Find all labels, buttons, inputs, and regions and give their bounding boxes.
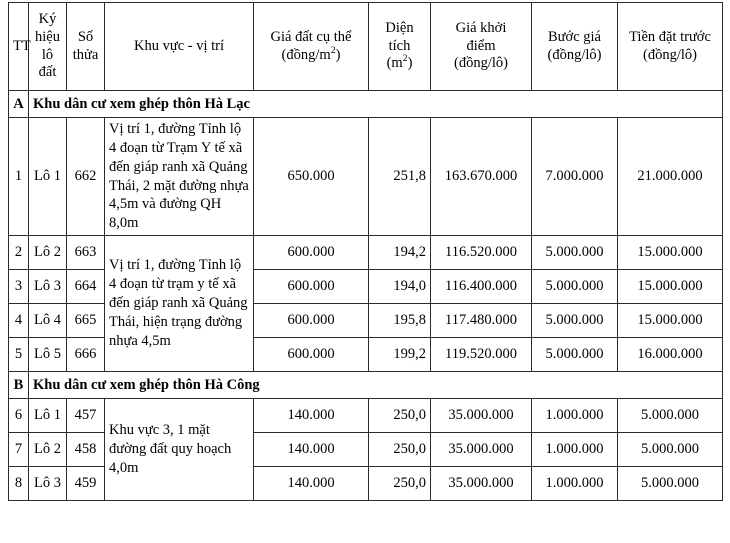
table-header-row	[9, 3, 723, 91]
cell-gia-khoi-diem: 35.000.000	[431, 433, 532, 467]
cell-gia-dat-cu-the: 650.000	[254, 118, 369, 236]
cell-tt: 3	[9, 270, 29, 304]
cell-tien-dat-truoc: 5.000.000	[618, 433, 723, 467]
cell-khu-vuc-vi-tri: Khu vực 3, 1 mặt đường đất quy hoạch 4,0m	[105, 399, 254, 501]
cell-tien-dat-truoc: 15.000.000	[618, 270, 723, 304]
cell-dien-tich: 250,0	[369, 433, 431, 467]
cell-so-thua: 663	[67, 236, 105, 270]
cell-ky-hieu-lo-dat: Lô 1	[29, 399, 67, 433]
land-auction-table	[8, 2, 723, 501]
cell-tt: 7	[9, 433, 29, 467]
gia-dat-unit-pre: (đồng/m	[281, 46, 331, 63]
cell-so-thua: 459	[67, 467, 105, 501]
cell-gia-dat-cu-the: 600.000	[254, 270, 369, 304]
column-header-buoc-gia-label: Bước giá	[548, 28, 601, 45]
cell-ky-hieu-lo-dat: Lô 4	[29, 304, 67, 338]
column-header-dien-tich	[369, 3, 431, 91]
column-header-khu-vuc-label: Khu vực - vị trí	[133, 37, 224, 54]
column-header-dien-tich-unit	[373, 55, 426, 73]
cell-gia-dat-cu-the: 140.000	[254, 467, 369, 501]
gia-dat-unit-post: )	[335, 46, 341, 63]
column-header-tt-label: TT	[13, 37, 31, 54]
cell-dien-tich: 194,0	[369, 270, 431, 304]
cell-ky-hieu-lo-dat: Lô 2	[29, 433, 67, 467]
cell-gia-dat-cu-the: 600.000	[254, 338, 369, 372]
table-header	[9, 3, 723, 91]
cell-tt: 8	[9, 467, 29, 501]
column-header-ky-hieu-line3: lô	[41, 46, 54, 63]
cell-gia-khoi-diem: 35.000.000	[431, 399, 532, 433]
cell-so-thua: 665	[67, 304, 105, 338]
cell-ky-hieu-lo-dat: Lô 3	[29, 270, 67, 304]
cell-gia-khoi-diem: 116.520.000	[431, 236, 532, 270]
dien-tich-unit-pre: (m	[386, 55, 403, 72]
cell-tien-dat-truoc: 15.000.000	[618, 236, 723, 270]
cell-dien-tich: 250,0	[369, 467, 431, 501]
column-header-tien-dat-truoc	[618, 3, 723, 91]
cell-so-thua: 457	[67, 399, 105, 433]
column-header-ky-hieu-lo-dat	[29, 3, 67, 91]
cell-dien-tich: 195,8	[369, 304, 431, 338]
cell-tien-dat-truoc: 16.000.000	[618, 338, 723, 372]
cell-so-thua: 664	[67, 270, 105, 304]
cell-so-thua: 458	[67, 433, 105, 467]
column-header-buoc-gia	[532, 3, 618, 91]
section-title: Khu dân cư xem ghép thôn Hà Lạc	[29, 91, 723, 118]
cell-so-thua: 662	[67, 118, 105, 236]
column-header-tien-dat-truoc-unit: (đồng/lô)	[643, 46, 697, 63]
cell-buoc-gia: 1.000.000	[532, 399, 618, 433]
column-header-gia-khoi-diem-unit: (đồng/lô)	[454, 55, 508, 72]
cell-tt: 1	[9, 118, 29, 236]
section-title: Khu dân cư xem ghép thôn Hà Công	[29, 372, 723, 399]
column-header-gia-khoi-diem	[431, 3, 532, 91]
document-page	[0, 2, 730, 543]
cell-buoc-gia: 5.000.000	[532, 304, 618, 338]
cell-gia-khoi-diem: 117.480.000	[431, 304, 532, 338]
cell-so-thua: 666	[67, 338, 105, 372]
section-header-row	[9, 91, 723, 118]
column-header-ky-hieu-line2: hiệu	[35, 28, 60, 45]
table-row	[9, 118, 723, 236]
column-header-khu-vuc-vi-tri	[105, 3, 254, 91]
cell-khu-vuc-vi-tri: Vị trí 1, đường Tỉnh lộ 4 đoạn từ Trạm Y tế xã đến giáp ranh xã Quảng Thái, 2 mặt đường nhựa 4,5m và đường QH 8,0m	[105, 118, 254, 236]
column-header-gia-dat-unit	[258, 44, 364, 65]
column-header-gia-khoi-diem-line1: Giá khởi	[455, 19, 507, 36]
cell-buoc-gia: 1.000.000	[532, 467, 618, 501]
cell-buoc-gia: 1.000.000	[532, 433, 618, 467]
cell-ky-hieu-lo-dat: Lô 3	[29, 467, 67, 501]
cell-gia-dat-cu-the: 600.000	[254, 304, 369, 338]
gia-dat-unit-sup: 2	[330, 44, 336, 56]
cell-dien-tich: 194,2	[369, 236, 431, 270]
column-header-gia-dat-cu-the	[254, 3, 369, 91]
column-header-gia-dat-label: Giá đất cụ thể	[270, 28, 352, 45]
cell-gia-khoi-diem: 119.520.000	[431, 338, 532, 372]
cell-ky-hieu-lo-dat: Lô 5	[29, 338, 67, 372]
cell-ky-hieu-lo-dat: Lô 1	[29, 118, 67, 236]
cell-gia-khoi-diem: 116.400.000	[431, 270, 532, 304]
dien-tich-unit-post: )	[407, 55, 413, 72]
cell-tt: 4	[9, 304, 29, 338]
cell-tien-dat-truoc: 5.000.000	[618, 467, 723, 501]
section-letter: A	[9, 91, 29, 118]
cell-dien-tich: 251,8	[369, 118, 431, 236]
cell-tien-dat-truoc: 21.000.000	[618, 118, 723, 236]
cell-ky-hieu-lo-dat: Lô 2	[29, 236, 67, 270]
column-header-tt	[9, 3, 29, 91]
column-header-dien-tich-line2: tích	[388, 37, 411, 54]
cell-buoc-gia: 5.000.000	[532, 236, 618, 270]
section-header-row	[9, 372, 723, 399]
cell-gia-dat-cu-the: 140.000	[254, 399, 369, 433]
cell-tt: 5	[9, 338, 29, 372]
column-header-buoc-gia-unit: (đồng/lô)	[547, 46, 602, 63]
section-letter: B	[9, 372, 29, 399]
column-header-ky-hieu-line1: Ký	[38, 11, 57, 28]
cell-dien-tich: 199,2	[369, 338, 431, 372]
cell-gia-khoi-diem: 163.670.000	[431, 118, 532, 236]
dien-tich-unit-sup: 2	[402, 53, 408, 65]
table-row	[9, 236, 723, 270]
cell-buoc-gia: 5.000.000	[532, 270, 618, 304]
cell-khu-vuc-vi-tri: Vị trí 1, đường Tỉnh lộ 4 đoạn từ trạm y tế xã đến giáp ranh xã Quảng Thái, hiện trạng đường nhựa 4,5m	[105, 236, 254, 372]
cell-tt: 2	[9, 236, 29, 270]
column-header-so-thua	[67, 3, 105, 91]
cell-tien-dat-truoc: 5.000.000	[618, 399, 723, 433]
column-header-ky-hieu-line4: đất	[38, 64, 57, 81]
cell-gia-dat-cu-the: 140.000	[254, 433, 369, 467]
column-header-tien-dat-truoc-label: Tiền đặt trước	[629, 28, 711, 45]
column-header-so-thua-line1: Số	[77, 28, 94, 45]
cell-gia-dat-cu-the: 600.000	[254, 236, 369, 270]
column-header-so-thua-line2: thửa	[72, 46, 99, 63]
cell-tt: 6	[9, 399, 29, 433]
cell-dien-tich: 250,0	[369, 399, 431, 433]
cell-gia-khoi-diem: 35.000.000	[431, 467, 532, 501]
column-header-dien-tich-line1: Diện	[385, 19, 414, 36]
cell-buoc-gia: 7.000.000	[532, 118, 618, 236]
table-row	[9, 399, 723, 433]
column-header-gia-khoi-diem-line2: điểm	[466, 37, 496, 54]
cell-buoc-gia: 5.000.000	[532, 338, 618, 372]
cell-tien-dat-truoc: 15.000.000	[618, 304, 723, 338]
table-body	[9, 91, 723, 501]
